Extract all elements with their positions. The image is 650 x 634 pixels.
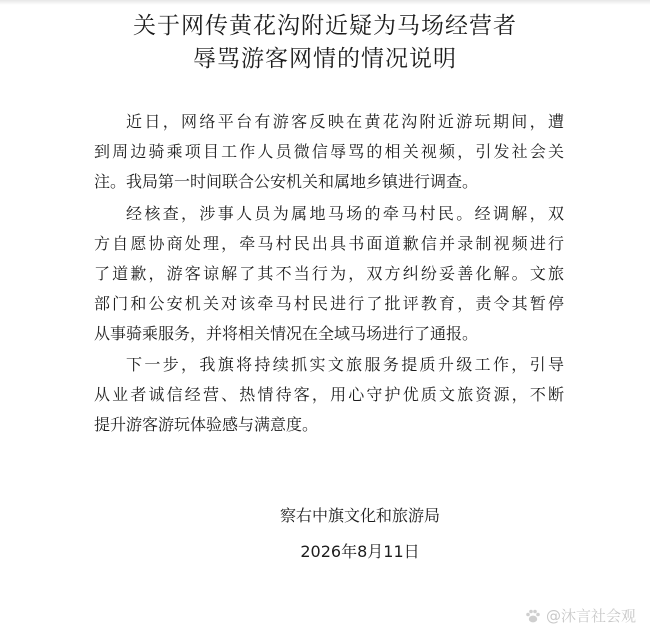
paragraph-2: [94, 199, 564, 349]
paragraph-line: 部门和公安机关对该牵马村民进行了批评教育，责令其暂停: [94, 294, 564, 313]
watermark-text: @沐言社会观: [545, 607, 636, 625]
paragraph-line: 从业者诚信经营、热情待客，用心守护优质文旅资源，不断: [94, 385, 564, 404]
paragraph-line: 下一步，我旗将持续抓实文旅服务提质升级工作，引导: [126, 355, 564, 374]
signature-date: 2026年8月11日: [300, 542, 420, 561]
watermark: [524, 605, 636, 626]
page-top-edge: [0, 0, 650, 5]
paragraph-3: [94, 350, 564, 440]
paragraph-line: 近日，网络平台有游客反映在黄花沟附近游玩期间，遭: [126, 112, 564, 131]
document-title-line-1: 关于网传黄花沟附近疑为马场经营者: [133, 13, 517, 39]
paragraph-line: 提升游客游玩体验感与满意度。: [94, 415, 319, 434]
paragraph-line: 了道歉，游客谅解了其不当行为，双方纠纷妥善化解。文旅: [94, 264, 564, 283]
paragraph-line: 注。我局第一时间联合公安机关和属地乡镇进行调查。: [94, 172, 479, 191]
paragraph-line: 经核查，涉事人员为属地马场的牵马村民。经调解，双: [126, 204, 564, 223]
signature-organization: 察右中旗文化和旅游局: [279, 506, 440, 525]
document-title-line-2: 辱骂游客网情的情况说明: [193, 46, 457, 72]
paw-icon: [524, 607, 542, 625]
paragraph-line: 到周边骑乘项目工作人员微信辱骂的相关视频，引发社会关: [94, 142, 564, 161]
paragraph-1: [94, 107, 564, 197]
paragraph-line: 方自愿协商处理，牵马村民出具书面道歉信并录制视频进行: [94, 234, 564, 253]
paragraph-line: 从事骑乘服务，并将相关情况在全域马场进行了通报。: [94, 324, 479, 343]
